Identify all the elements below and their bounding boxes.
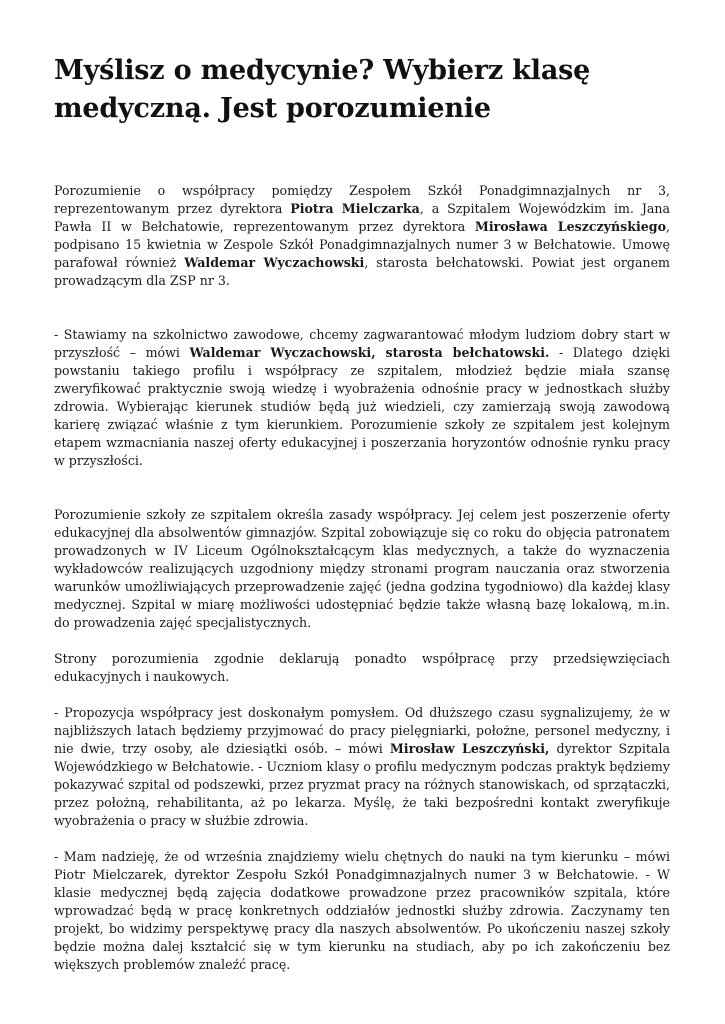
article-paragraph xyxy=(54,704,670,830)
article-paragraph xyxy=(54,182,670,290)
paragraph-text: - Dlatego dzięki powstaniu takiego profilu i współpracy ze szpitalem, młodzież będzie miała szansę zweryfikować praktycznie swoją wiedzę i wyobrażenia odnośnie pracy w jednostkach służby zdrowia. Wybierając kierunek studiów będą już wiedzieli, czy zamierzają swoją zawodową karierę związać właśnie z tym kierunkiem. Porozumienie szkoły ze szpitalem jest kolejnym etapem wzmacniania naszej oferty edukacyjnej i poszerzania horyzontów odnośnie rynku pracy w przyszłości. xyxy=(54,345,670,468)
article-paragraph xyxy=(54,326,670,470)
article-body xyxy=(54,182,670,974)
person-name: Waldemar Wyczachowski, starosta bełchatowski. xyxy=(189,345,550,360)
paragraph-text: , starosta bełchatowski. Powiat jest organem prowadzącym dla ZSP nr 3. xyxy=(54,255,670,288)
article-paragraph xyxy=(54,848,670,974)
article-title: Myślisz o medycynie? Wybierz klasę medyczną. Jest porozumienie xyxy=(54,55,591,124)
article-paragraph xyxy=(54,650,670,686)
paragraph-text: - Stawiamy na szkolnictwo zawodowe, chcemy zagwarantować młodym ludziom dobry start w przyszłość – mówi xyxy=(54,327,670,360)
paragraph-text: , a Szpitalem Wojewódzkim im. Jana Pawła II w Bełchatowie, reprezentowanym przez dyrektora xyxy=(54,201,670,234)
article-paragraph xyxy=(54,506,670,632)
paragraph-text: - Mam nadzieję, że od września znajdziemy wielu chętnych do nauki na tym kierunku – mówi Piotr Mielczarek, dyrektor Zespołu Szkół Ponadgimnazjalnych numer 3 w Bełchatowie. - W klasie medycznej będą zajęcia dodatkowe prowadzone przez pracowników szpitala, które wprowadzać będą w pracę konkretnych oddziałów jednostki służby zdrowia. Zaczynamy ten projekt, bo widzimy perspektywę pracy dla naszych absolwentów. Po ukończeniu naszej szkoły będzie można dalej kształcić się w tym kierunku na studiach, aby po ich zakończeniu bez większych problemów znaleźć pracę. xyxy=(54,849,670,972)
paragraph-text: Strony porozumienia zgodnie deklarują ponadto współpracę przy przedsięwzięciach edukacyjnych i naukowych. xyxy=(54,651,670,684)
person-name: Mirosław Leszczyński, xyxy=(389,741,550,756)
paragraph-text: Porozumienie szkoły ze szpitalem określa zasady współpracy. Jej celem jest poszerzenie oferty edukacyjnej dla absolwentów gimnazjów. Szpital zobowiązuje się co roku do objęcia patronatem prowadzonych w IV Liceum Ogólnokształcącym klas medycznych, a także do wyznaczenia wykładowców realizujących uzgodniony między stronami program nauczania oraz stworzenia warunków umożliwiających przeprowadzenie zajęć (jedna godzina tygodniowo) dla każdej klasy medycznej. Szpital w miarę możliwości udostępniać będzie także własną bazę lokalową, m.in. do prowadzenia zajęć specjalistycznych. xyxy=(54,507,670,630)
article xyxy=(54,52,670,992)
person-name: Piotra Mielczarka xyxy=(290,201,420,216)
paragraph-text: - Propozycja współpracy jest doskonałym pomysłem. Od dłuższego czasu sygnalizujemy, że w najbliższych latach będziemy przyjmować do pracy pielęgniarki, położne, personel medyczny, i nie dwie, trzy osoby, ale dziesiątki osób. – mówi xyxy=(54,705,670,756)
paragraph-text: Porozumienie o współpracy pomiędzy Zespołem Szkół Ponadgimnazjalnych nr 3, reprezentowanym przez dyrektora xyxy=(54,183,670,216)
person-name: Waldemar Wyczachowski xyxy=(184,255,365,270)
paragraph-text: dyrektor Szpitala Wojewódzkiego w Bełchatowie. - Uczniom klasy o profilu medycznym podczas praktyk będziemy pokazywać szpital od podszewki, przez pryzmat pracy na różnych stanowiskach, od sprzątaczki, przez położną, rehabilitanta, aż po lekarza. Myślę, że taki bezpośredni kontakt zweryfikuje wyobrażenia o pracy w służbie zdrowia. xyxy=(54,741,670,828)
paragraph-text: , podpisano 15 kwietnia w Zespole Szkół Ponadgimnazjalnych numer 3 w Bełchatowie. Umowę parafował również xyxy=(54,219,670,270)
person-name: Mirosława Leszczyńskiego xyxy=(474,219,666,234)
